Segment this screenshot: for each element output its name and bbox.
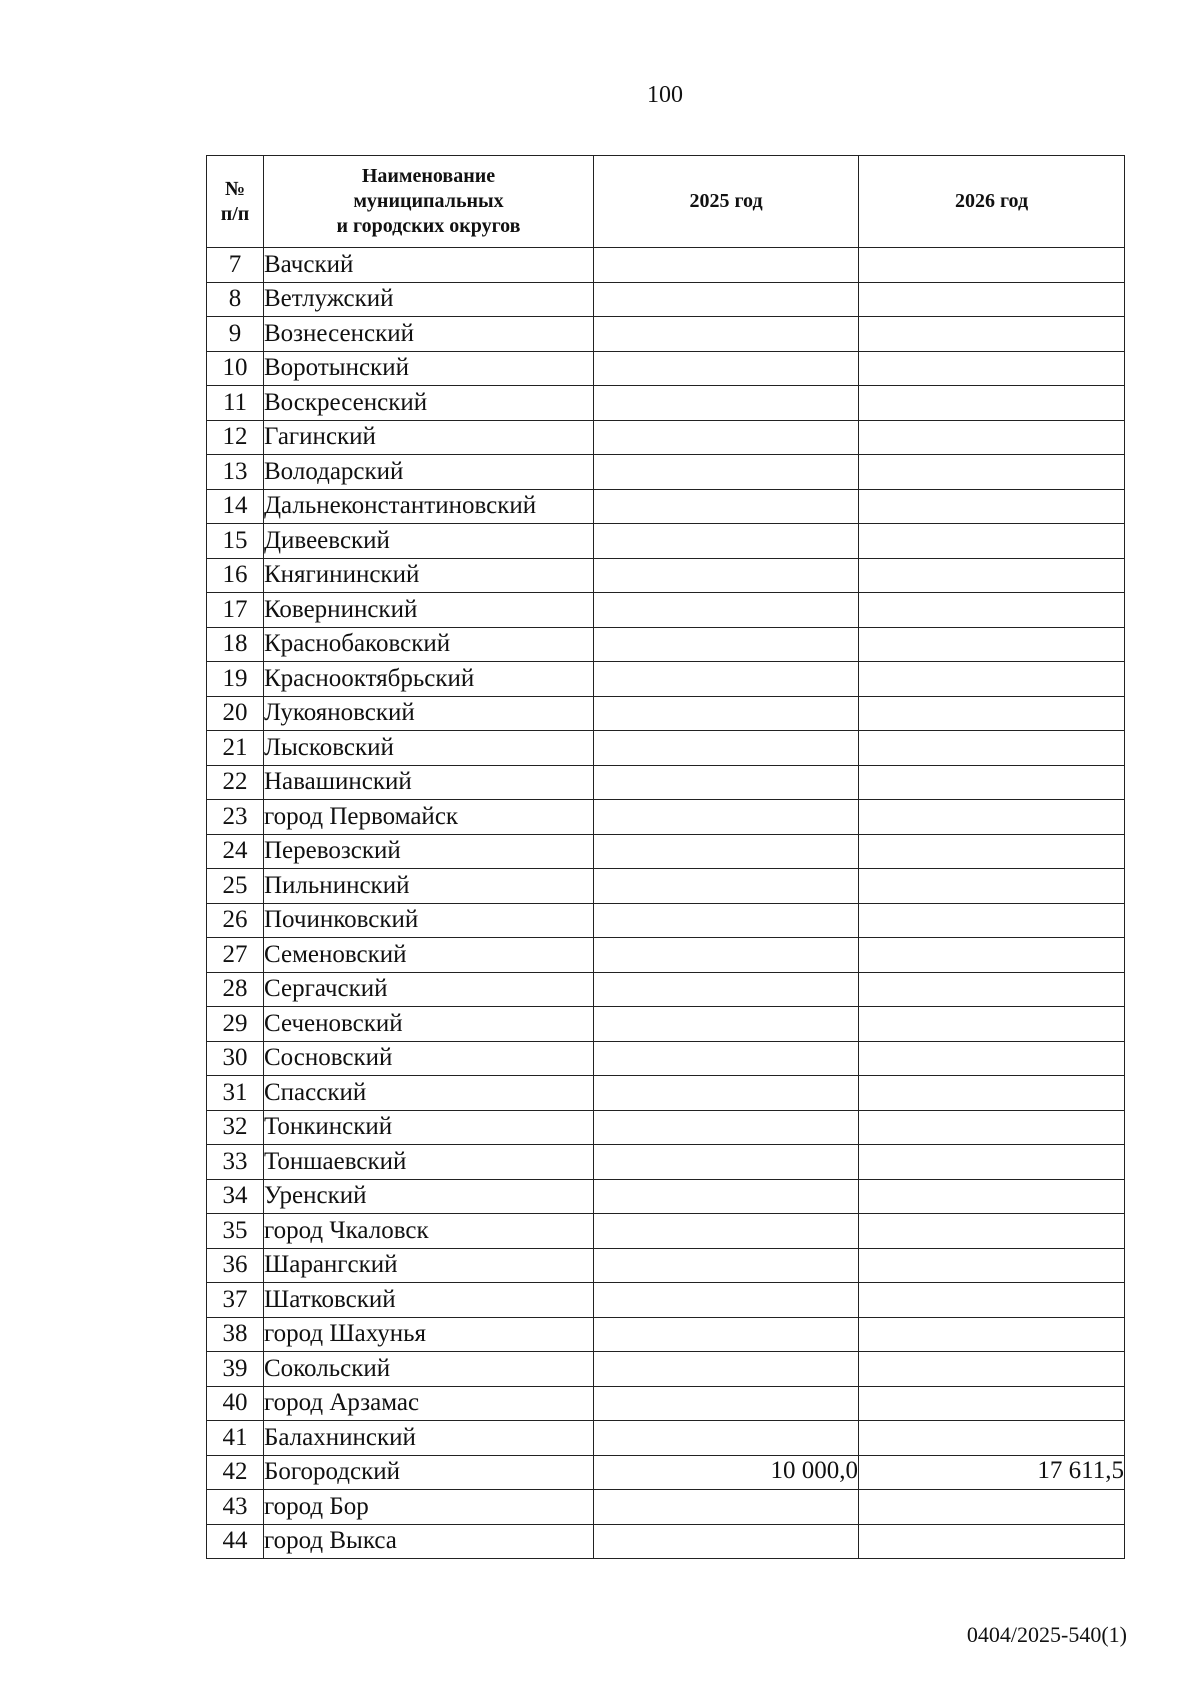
row-value-2026 bbox=[859, 386, 1125, 421]
table-body bbox=[207, 248, 1125, 1559]
row-value-2026 bbox=[859, 1076, 1125, 1111]
row-name: Навашинский bbox=[264, 765, 594, 800]
row-value-2025 bbox=[594, 1214, 859, 1249]
table-row bbox=[207, 1283, 1125, 1318]
row-value-2025 bbox=[594, 420, 859, 455]
row-value-2026 bbox=[859, 455, 1125, 490]
row-value-2025 bbox=[594, 972, 859, 1007]
row-number: 8 bbox=[207, 282, 264, 317]
table-row bbox=[207, 1524, 1125, 1559]
row-value-2025 bbox=[594, 524, 859, 559]
header-num bbox=[207, 156, 264, 248]
table-row bbox=[207, 317, 1125, 352]
table-row bbox=[207, 1110, 1125, 1145]
table-row bbox=[207, 1179, 1125, 1214]
row-name: Лысковский bbox=[264, 731, 594, 766]
row-number: 17 bbox=[207, 593, 264, 628]
row-value-2025 bbox=[594, 627, 859, 662]
row-name: Семеновский bbox=[264, 938, 594, 973]
row-value-2025 bbox=[594, 869, 859, 904]
row-value-2026 bbox=[859, 1007, 1125, 1042]
row-name: Пильнинский bbox=[264, 869, 594, 904]
row-number: 38 bbox=[207, 1317, 264, 1352]
row-value-2025 bbox=[594, 317, 859, 352]
budget-table bbox=[206, 155, 1125, 1559]
row-name: Ветлужский bbox=[264, 282, 594, 317]
table-row bbox=[207, 903, 1125, 938]
row-value-2026: 17 611,5 bbox=[859, 1455, 1125, 1490]
row-number: 35 bbox=[207, 1214, 264, 1249]
row-name: Шарангский bbox=[264, 1248, 594, 1283]
row-value-2026 bbox=[859, 834, 1125, 869]
table-header bbox=[207, 156, 1125, 248]
row-value-2026 bbox=[859, 524, 1125, 559]
row-value-2026 bbox=[859, 1317, 1125, 1352]
table-row bbox=[207, 558, 1125, 593]
row-number: 44 bbox=[207, 1524, 264, 1559]
row-name: Балахнинский bbox=[264, 1421, 594, 1456]
table-row bbox=[207, 731, 1125, 766]
row-value-2026 bbox=[859, 1110, 1125, 1145]
row-name: Вознесенский bbox=[264, 317, 594, 352]
row-number: 36 bbox=[207, 1248, 264, 1283]
row-value-2026 bbox=[859, 869, 1125, 904]
row-value-2025 bbox=[594, 765, 859, 800]
row-name: Вачский bbox=[264, 248, 594, 283]
row-value-2025 bbox=[594, 1524, 859, 1559]
row-name: Тонкинский bbox=[264, 1110, 594, 1145]
table-row bbox=[207, 489, 1125, 524]
table-row bbox=[207, 1455, 1125, 1490]
row-value-2026 bbox=[859, 1386, 1125, 1421]
table-row bbox=[207, 593, 1125, 628]
table-row bbox=[207, 938, 1125, 973]
row-value-2026 bbox=[859, 903, 1125, 938]
table-row bbox=[207, 869, 1125, 904]
row-value-2025 bbox=[594, 351, 859, 386]
page-number: 100 bbox=[647, 82, 683, 108]
row-number: 7 bbox=[207, 248, 264, 283]
row-name: Краснооктябрьский bbox=[264, 662, 594, 697]
row-number: 40 bbox=[207, 1386, 264, 1421]
row-name: Гагинский bbox=[264, 420, 594, 455]
row-value-2026 bbox=[859, 1179, 1125, 1214]
row-value-2025 bbox=[594, 455, 859, 490]
row-value-2026 bbox=[859, 972, 1125, 1007]
table-row bbox=[207, 1421, 1125, 1456]
row-number: 34 bbox=[207, 1179, 264, 1214]
row-name: Перевозский bbox=[264, 834, 594, 869]
table-row bbox=[207, 662, 1125, 697]
row-value-2025 bbox=[594, 1041, 859, 1076]
row-value-2025: 10 000,0 bbox=[594, 1455, 859, 1490]
row-value-2025 bbox=[594, 1179, 859, 1214]
row-number: 28 bbox=[207, 972, 264, 1007]
row-name: город Арзамас bbox=[264, 1386, 594, 1421]
table-row bbox=[207, 524, 1125, 559]
table-row bbox=[207, 1041, 1125, 1076]
table-row bbox=[207, 420, 1125, 455]
row-number: 13 bbox=[207, 455, 264, 490]
row-name: Княгининский bbox=[264, 558, 594, 593]
row-value-2026 bbox=[859, 248, 1125, 283]
header-num-line2: п/п bbox=[220, 202, 250, 225]
row-value-2025 bbox=[594, 489, 859, 524]
row-number: 11 bbox=[207, 386, 264, 421]
table-row bbox=[207, 1248, 1125, 1283]
row-value-2025 bbox=[594, 593, 859, 628]
table-row bbox=[207, 1145, 1125, 1180]
row-name: Володарский bbox=[264, 455, 594, 490]
row-number: 33 bbox=[207, 1145, 264, 1180]
row-number: 12 bbox=[207, 420, 264, 455]
row-number: 39 bbox=[207, 1352, 264, 1387]
table-row bbox=[207, 1317, 1125, 1352]
row-value-2026 bbox=[859, 938, 1125, 973]
row-name: Лукояновский bbox=[264, 696, 594, 731]
row-value-2026 bbox=[859, 1421, 1125, 1456]
table-row bbox=[207, 800, 1125, 835]
table-row bbox=[207, 696, 1125, 731]
header-num-line1: № bbox=[224, 177, 246, 200]
row-number: 18 bbox=[207, 627, 264, 662]
row-number: 24 bbox=[207, 834, 264, 869]
row-name: Дивеевский bbox=[264, 524, 594, 559]
row-name: Краснобаковский bbox=[264, 627, 594, 662]
row-value-2026 bbox=[859, 317, 1125, 352]
row-value-2026 bbox=[859, 489, 1125, 524]
table-row bbox=[207, 386, 1125, 421]
table-row bbox=[207, 455, 1125, 490]
row-value-2026 bbox=[859, 1248, 1125, 1283]
row-value-2026 bbox=[859, 800, 1125, 835]
row-value-2026 bbox=[859, 420, 1125, 455]
row-name: город Первомайск bbox=[264, 800, 594, 835]
header-2025: 2025 год bbox=[594, 156, 859, 248]
row-value-2025 bbox=[594, 386, 859, 421]
row-value-2025 bbox=[594, 903, 859, 938]
row-value-2025 bbox=[594, 558, 859, 593]
row-name: Сосновский bbox=[264, 1041, 594, 1076]
row-value-2025 bbox=[594, 731, 859, 766]
row-value-2026 bbox=[859, 1283, 1125, 1318]
row-value-2026 bbox=[859, 1214, 1125, 1249]
row-number: 43 bbox=[207, 1490, 264, 1525]
row-name: Шатковский bbox=[264, 1283, 594, 1318]
header-2026: 2026 год bbox=[859, 156, 1125, 248]
row-number: 42 bbox=[207, 1455, 264, 1490]
row-name: Ковернинский bbox=[264, 593, 594, 628]
row-value-2025 bbox=[594, 1317, 859, 1352]
row-name: Воротынский bbox=[264, 351, 594, 386]
row-number: 26 bbox=[207, 903, 264, 938]
row-value-2025 bbox=[594, 1283, 859, 1318]
row-name: город Шахунья bbox=[264, 1317, 594, 1352]
document-code: 0404/2025-540(1) bbox=[966, 1622, 1127, 1647]
table-row bbox=[207, 627, 1125, 662]
row-value-2025 bbox=[594, 696, 859, 731]
row-value-2026 bbox=[859, 662, 1125, 697]
row-name: город Бор bbox=[264, 1490, 594, 1525]
header-name-line1: Наименование bbox=[361, 165, 496, 187]
header-name-line2: муниципальных bbox=[353, 190, 504, 212]
table-row bbox=[207, 765, 1125, 800]
row-value-2026 bbox=[859, 282, 1125, 317]
row-number: 41 bbox=[207, 1421, 264, 1456]
row-value-2025 bbox=[594, 938, 859, 973]
row-number: 30 bbox=[207, 1041, 264, 1076]
table-row bbox=[207, 1386, 1125, 1421]
row-value-2025 bbox=[594, 834, 859, 869]
row-value-2025 bbox=[594, 1386, 859, 1421]
table-row bbox=[207, 1007, 1125, 1042]
row-number: 9 bbox=[207, 317, 264, 352]
row-value-2025 bbox=[594, 662, 859, 697]
row-value-2026 bbox=[859, 1145, 1125, 1180]
row-number: 25 bbox=[207, 869, 264, 904]
row-number: 14 bbox=[207, 489, 264, 524]
row-value-2026 bbox=[859, 1041, 1125, 1076]
row-number: 21 bbox=[207, 731, 264, 766]
row-value-2026 bbox=[859, 1524, 1125, 1559]
row-name: Богородский bbox=[264, 1455, 594, 1490]
row-name: Сергачский bbox=[264, 972, 594, 1007]
row-value-2025 bbox=[594, 248, 859, 283]
table-row bbox=[207, 1490, 1125, 1525]
row-number: 37 bbox=[207, 1283, 264, 1318]
row-value-2026 bbox=[859, 1352, 1125, 1387]
table-row bbox=[207, 834, 1125, 869]
row-value-2025 bbox=[594, 282, 859, 317]
row-number: 10 bbox=[207, 351, 264, 386]
row-value-2025 bbox=[594, 1110, 859, 1145]
table-row bbox=[207, 248, 1125, 283]
row-value-2026 bbox=[859, 627, 1125, 662]
row-value-2026 bbox=[859, 696, 1125, 731]
row-value-2025 bbox=[594, 800, 859, 835]
table-row bbox=[207, 351, 1125, 386]
row-value-2025 bbox=[594, 1076, 859, 1111]
row-name: город Чкаловск bbox=[264, 1214, 594, 1249]
row-value-2025 bbox=[594, 1352, 859, 1387]
row-number: 23 bbox=[207, 800, 264, 835]
row-number: 22 bbox=[207, 765, 264, 800]
row-value-2025 bbox=[594, 1248, 859, 1283]
row-name: Тоншаевский bbox=[264, 1145, 594, 1180]
table-row bbox=[207, 282, 1125, 317]
row-number: 15 bbox=[207, 524, 264, 559]
row-value-2025 bbox=[594, 1490, 859, 1525]
row-value-2026 bbox=[859, 731, 1125, 766]
header-name-line3: и городских округов bbox=[336, 215, 521, 237]
row-name: Спасский bbox=[264, 1076, 594, 1111]
table-row bbox=[207, 1076, 1125, 1111]
row-name: Сокольский bbox=[264, 1352, 594, 1387]
row-value-2026 bbox=[859, 593, 1125, 628]
table-row bbox=[207, 1214, 1125, 1249]
row-value-2026 bbox=[859, 351, 1125, 386]
row-value-2026 bbox=[859, 1490, 1125, 1525]
row-number: 27 bbox=[207, 938, 264, 973]
row-number: 16 bbox=[207, 558, 264, 593]
row-value-2025 bbox=[594, 1421, 859, 1456]
row-name: Сеченовский bbox=[264, 1007, 594, 1042]
row-name: Уренский bbox=[264, 1179, 594, 1214]
row-value-2026 bbox=[859, 558, 1125, 593]
table-row bbox=[207, 1352, 1125, 1387]
row-name: Дальнеконстантиновский bbox=[264, 489, 594, 524]
row-value-2026 bbox=[859, 765, 1125, 800]
row-value-2025 bbox=[594, 1007, 859, 1042]
row-number: 31 bbox=[207, 1076, 264, 1111]
row-number: 20 bbox=[207, 696, 264, 731]
row-value-2025 bbox=[594, 1145, 859, 1180]
row-name: Воскресенский bbox=[264, 386, 594, 421]
row-name: Починковский bbox=[264, 903, 594, 938]
row-number: 32 bbox=[207, 1110, 264, 1145]
row-name: город Выкса bbox=[264, 1524, 594, 1559]
row-number: 19 bbox=[207, 662, 264, 697]
table-row bbox=[207, 972, 1125, 1007]
header-name bbox=[264, 156, 594, 248]
row-number: 29 bbox=[207, 1007, 264, 1042]
